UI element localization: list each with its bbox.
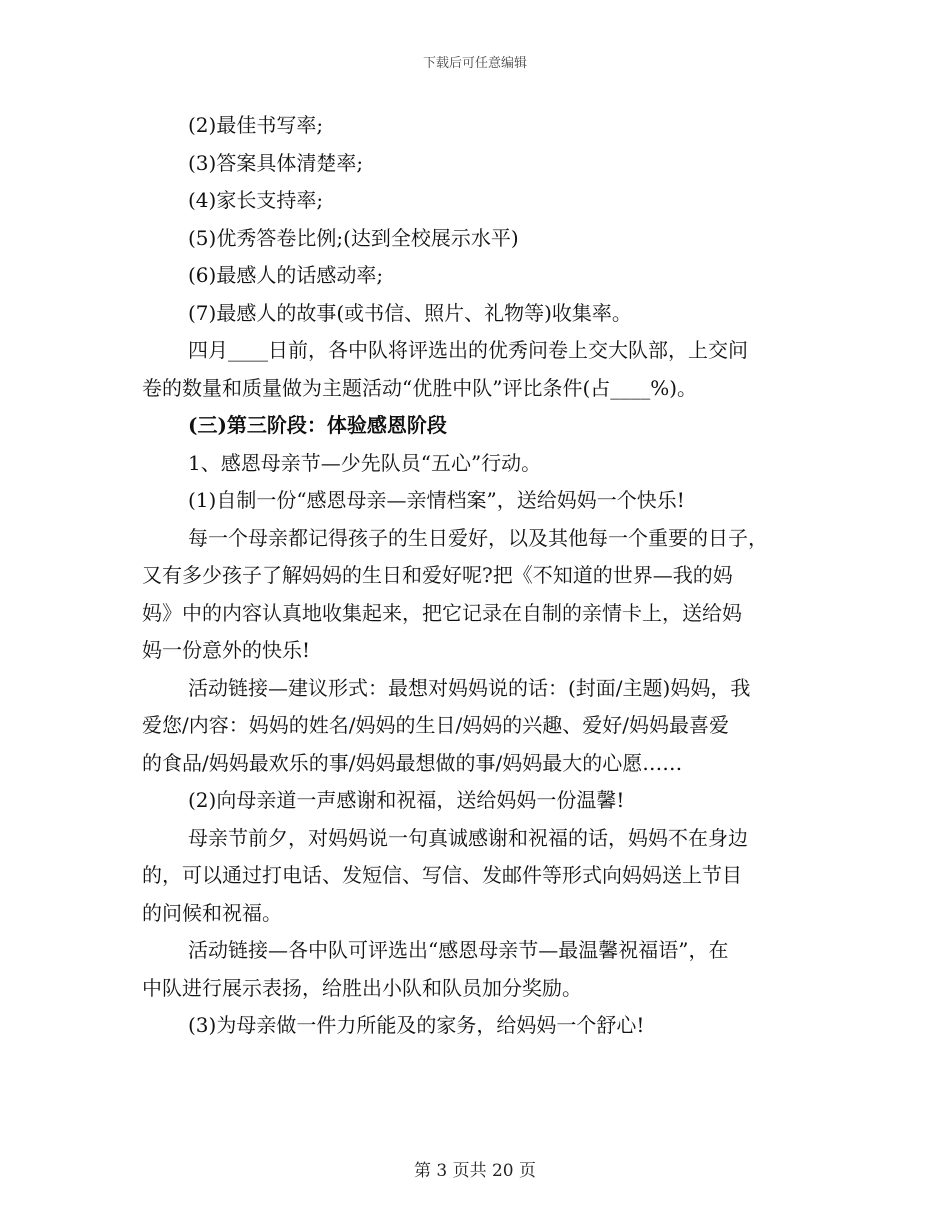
paragraph-line: (5)优秀答卷比例;(达到全校展示水平): [188, 225, 519, 250]
paragraph-line: 妈》中的内容认真地收集起来，把它记录在自制的亲情卡上，送给妈: [142, 600, 742, 625]
paragraph-line: 的食品/妈妈最欢乐的事/妈妈最想做的事/妈妈最大的心愿……: [142, 750, 683, 775]
paragraph-line: (6)最感人的话感动率;: [188, 263, 384, 287]
paragraph-line: 活动链接—各中队可评选出“感恩母亲节—最温馨祝福语”，在: [188, 938, 729, 962]
paragraph-line: 母亲节前夕，对妈妈说一句真诚感谢和祝福的话，妈妈不在身边: [188, 825, 748, 850]
paragraph-line: (2)最佳书写率;: [188, 113, 324, 137]
document-body: [142, 107, 810, 1045]
paragraph-line: (3)为母亲做一件力所能及的家务，给妈妈一个舒心!: [188, 1013, 645, 1037]
section-heading: (三)第三阶段：体验感恩阶段: [188, 413, 447, 437]
paragraph-line: 又有多少孩子了解妈妈的生日和爱好呢?把《不知道的世界—我的妈: [142, 563, 733, 587]
paragraph-line: 1、感恩母亲节—少先队员“五心”行动。: [188, 450, 542, 475]
paragraph-line: 四月____日前，各中队将评选出的优秀问卷上交大队部，上交问: [188, 338, 748, 362]
paragraph-line: (4)家长支持率;: [188, 188, 324, 212]
paragraph-line: (2)向母亲道一声感谢和祝福，送给妈妈一份温馨!: [188, 788, 625, 812]
page-footer: 第 3 页共 20 页: [413, 1161, 537, 1181]
paragraph-line: 中队进行展示表扬，给胜出小队和队员加分奖励。: [142, 975, 582, 1000]
paragraph-line: 的，可以通过打电话、发短信、写信、发邮件等形式向妈妈送上节目: [142, 863, 742, 887]
paragraph-line: 妈一份意外的快乐!: [142, 638, 311, 662]
page-header: 下载后可任意编辑: [422, 56, 527, 71]
paragraph-line: 每一个母亲都记得孩子的生日爱好，以及其他每一个重要的日子，: [188, 525, 768, 550]
paragraph-line: (1)自制一份“感恩母亲—亲情档案”，送给妈妈一个快乐!: [188, 488, 685, 512]
paragraph-line: 的问候和祝福。: [142, 900, 282, 925]
paragraph-line: (7)最感人的故事(或书信、照片、礼物等)收集率。: [188, 300, 632, 325]
paragraph-line: 爱您/内容：妈妈的姓名/妈妈的生日/妈妈的兴趣、爱好/妈妈最喜爱: [142, 713, 729, 737]
paragraph-line: (3)答案具体清楚率;: [188, 150, 364, 175]
paragraph-line: 卷的数量和质量做为主题活动“优胜中队”评比条件(占____%)。: [142, 375, 698, 400]
paragraph-line: 活动链接—建议形式：最想对妈妈说的话：(封面/主题)妈妈，我: [188, 675, 751, 700]
